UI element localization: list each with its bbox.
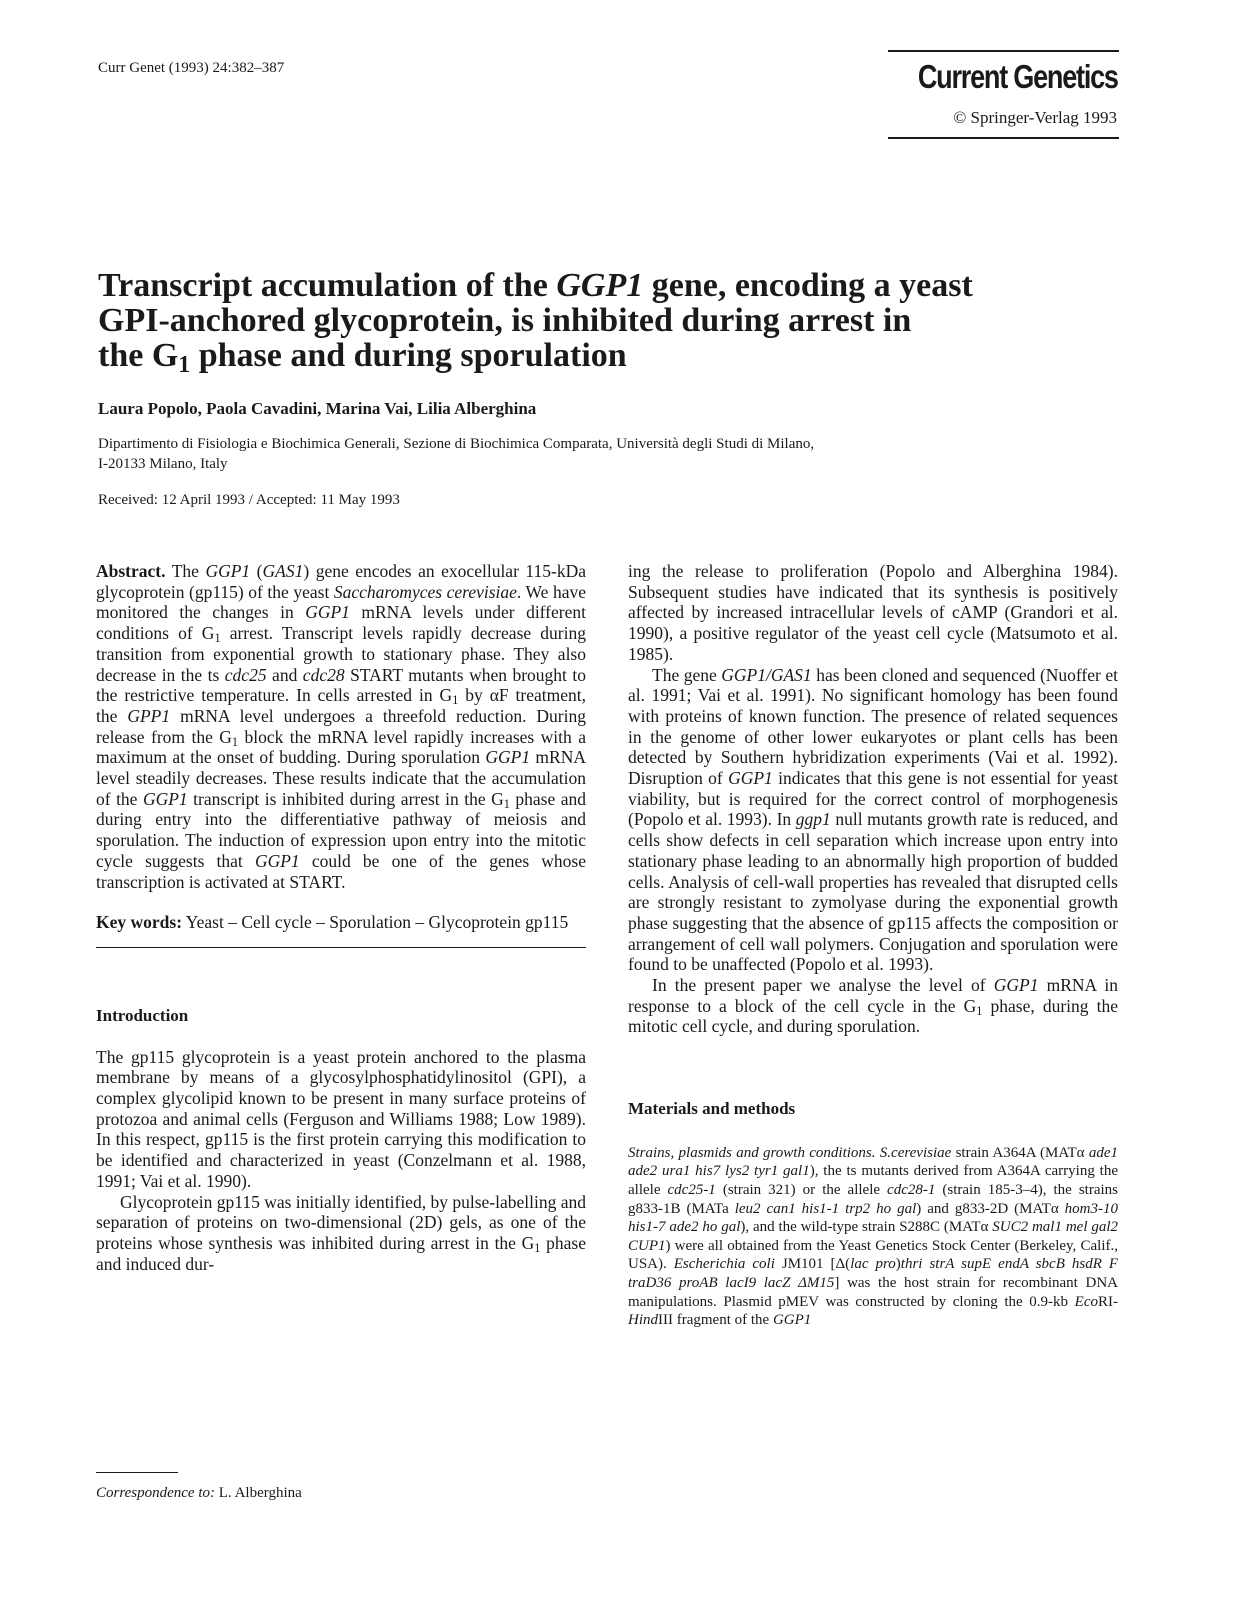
copyright-notice: © Springer-Verlag 1993 [953, 108, 1117, 127]
header-rule-top [888, 50, 1119, 52]
affiliation: Dipartimento di Fisiologia e Biochimica Generali, Sezione di Biochimica Comparata, Università degli Studi di Milano, I-20133 Milano, Italy [98, 436, 815, 472]
author-list: Laura Popolo, Paola Cavadini, Marina Vai, Lilia Alberghina [98, 399, 537, 418]
methods-paragraph: Strains, plasmids and growth conditions. S.cerevisiae strain A364A (MATα ade1 ade2 ura1 his7 lys2 tyr1 gal1), the ts mutants derived from A364A carrying the allele cdc25-1 (strain 321) or the allele cdc28-1 (strain 185-3–4), the strains g833-1B (MATa leu2 can1 his1-1 trp2 ho gal) and g833-2D (MATα hom3-10 his1-7 ade2 ho gal), and the wild-type strain S288C (MATα SUC2 mal1 mel gal2 CUP1) were all obtained from the Yeast Genetics Stock Center (Berkeley, Calif., USA). Escherichia coli JM101 [Δ(lac pro)thri strA supE endA sbcB hsdR F traD36 proAB lacI9 lacZ ΔM15] was the host strain for recombinant DNA manipulations. Plasmid pMEV was constructed by cloning the 0.9-kb EcoRI-HindIII fragment of the GGP1 [628, 1144, 1119, 1329]
footnote-divider [96, 1472, 178, 1473]
introduction-paragraph: In the present paper we analyse the level of GGP1 mRNA in response to a block of the cell cycle in the $G_1$ phase, during the mitotic cell cycle, and during sporulation. [628, 975, 1118, 1037]
received-accepted-dates: Received: 12 April 1993 / Accepted: 11 May 1993 [98, 492, 400, 508]
abstract-divider [96, 947, 586, 948]
introduction-heading: Introduction [96, 1005, 189, 1025]
keywords: Key words: Yeast – Cell cycle – Sporulation – Glycoprotein gp115 [96, 912, 569, 933]
introduction-paragraph: The gene GGP1/GAS1 has been cloned and sequenced (Nuoffer et al. 1991; Vai et al. 1991). No significant homology has been found with proteins of known function. The presence of related sequences in the genome of other lower eukaryotes or plant cells has been detected by Southern hybridization experiments (Vai et al. 1992). Disruption of GGP1 indicates that this gene is not essential for yeast viability, but is required for the correct control of morphogenesis (Popolo et al. 1993). In ggp1 null mutants growth rate is reduced, and cells show defects in cell separation which increase upon entry into stationary phase leading to an abnormally high proportion of budded cells. Analysis of cell-wall properties has revealed that disrupted cells are strongly resistant to zymolyase during the exponential growth phase suggesting that the absence of gp115 affects the composition or arrangement of cell wall polymers. Conjugation and sporulation were found to be unaffected (Popolo et al. 1993). [628, 664, 1118, 975]
introduction-paragraph: Glycoprotein gp115 was initially identified, by pulse-labelling and separation of proteins on two-dimensional (2D) gels, as one of the proteins whose synthesis was inhibited during arrest in the $G_1$ phase and induced dur- [96, 1191, 586, 1274]
introduction-paragraph: ing the release to proliferation (Popolo and Alberghina 1984). Subsequent studies have indicated that its synthesis is positively affected by increased intracellular levels of cAMP (Grandori et al. 1990), a positive regulator of the yeast cell cycle (Matsumoto et al. 1985). [628, 561, 1118, 664]
right-column [628, 561, 1118, 1330]
left-column [96, 561, 586, 1274]
article-title: Transcript accumulation of the GGP1 gene, encoding a yeast GPI-anchored glycoprotein, is inhibited during arrest in the $G_1$ phase and during sporulation [98, 267, 973, 378]
correspondence-note: Correspondence to: L. Alberghina [96, 1485, 302, 1501]
journal-citation: Curr Genet (1993) 24:382–387 [98, 60, 285, 76]
journal-name: Current Genetics [918, 58, 1118, 95]
introduction-paragraph: The gp115 glycoprotein is a yeast protein anchored to the plasma membrane by means of a glycosylphosphatidylinositol (GPI), a complex glycolipid known to be present in many surface proteins of protozoa and animal cells (Ferguson and Williams 1988; Low 1989). In this respect, gp115 is the first protein carrying this modification to be identified and characterized in yeast (Conzelmann et al. 1988, 1991; Vai et al. 1990). [96, 1046, 586, 1191]
methods-heading: Materials and methods [628, 1099, 796, 1119]
abstract: Abstract. The GGP1 (GAS1) gene encodes an exocellular 115-kDa glycoprotein (gp115) of the yeast Saccharomyces cerevisiae. We have monitored the changes in GGP1 mRNA levels under different conditions of $G_1$ arrest. Transcript levels rapidly decrease during transition from exponential growth to stationary phase. They also decrease in the ts cdc25 and cdc28 START mutants when brought to the restrictive temperature. In cells arrested in $G_1$ by αF treatment, the GPP1 mRNA level undergoes a threefold reduction. During release from the $G_1$ block the mRNA level rapidly increases with a maximum at the onset of budding. During sporulation GGP1 mRNA level steadily decreases. These results indicate that the accumulation of the GGP1 transcript is inhibited during arrest in the $G_1$ phase and during entry into the differentiative pathway of meiosis and sporulation. The induction of expression upon entry into the mitotic cycle suggests that GGP1 could be one of the genes whose transcription is activated at START. [96, 561, 587, 892]
header-rule-bottom [888, 137, 1119, 139]
